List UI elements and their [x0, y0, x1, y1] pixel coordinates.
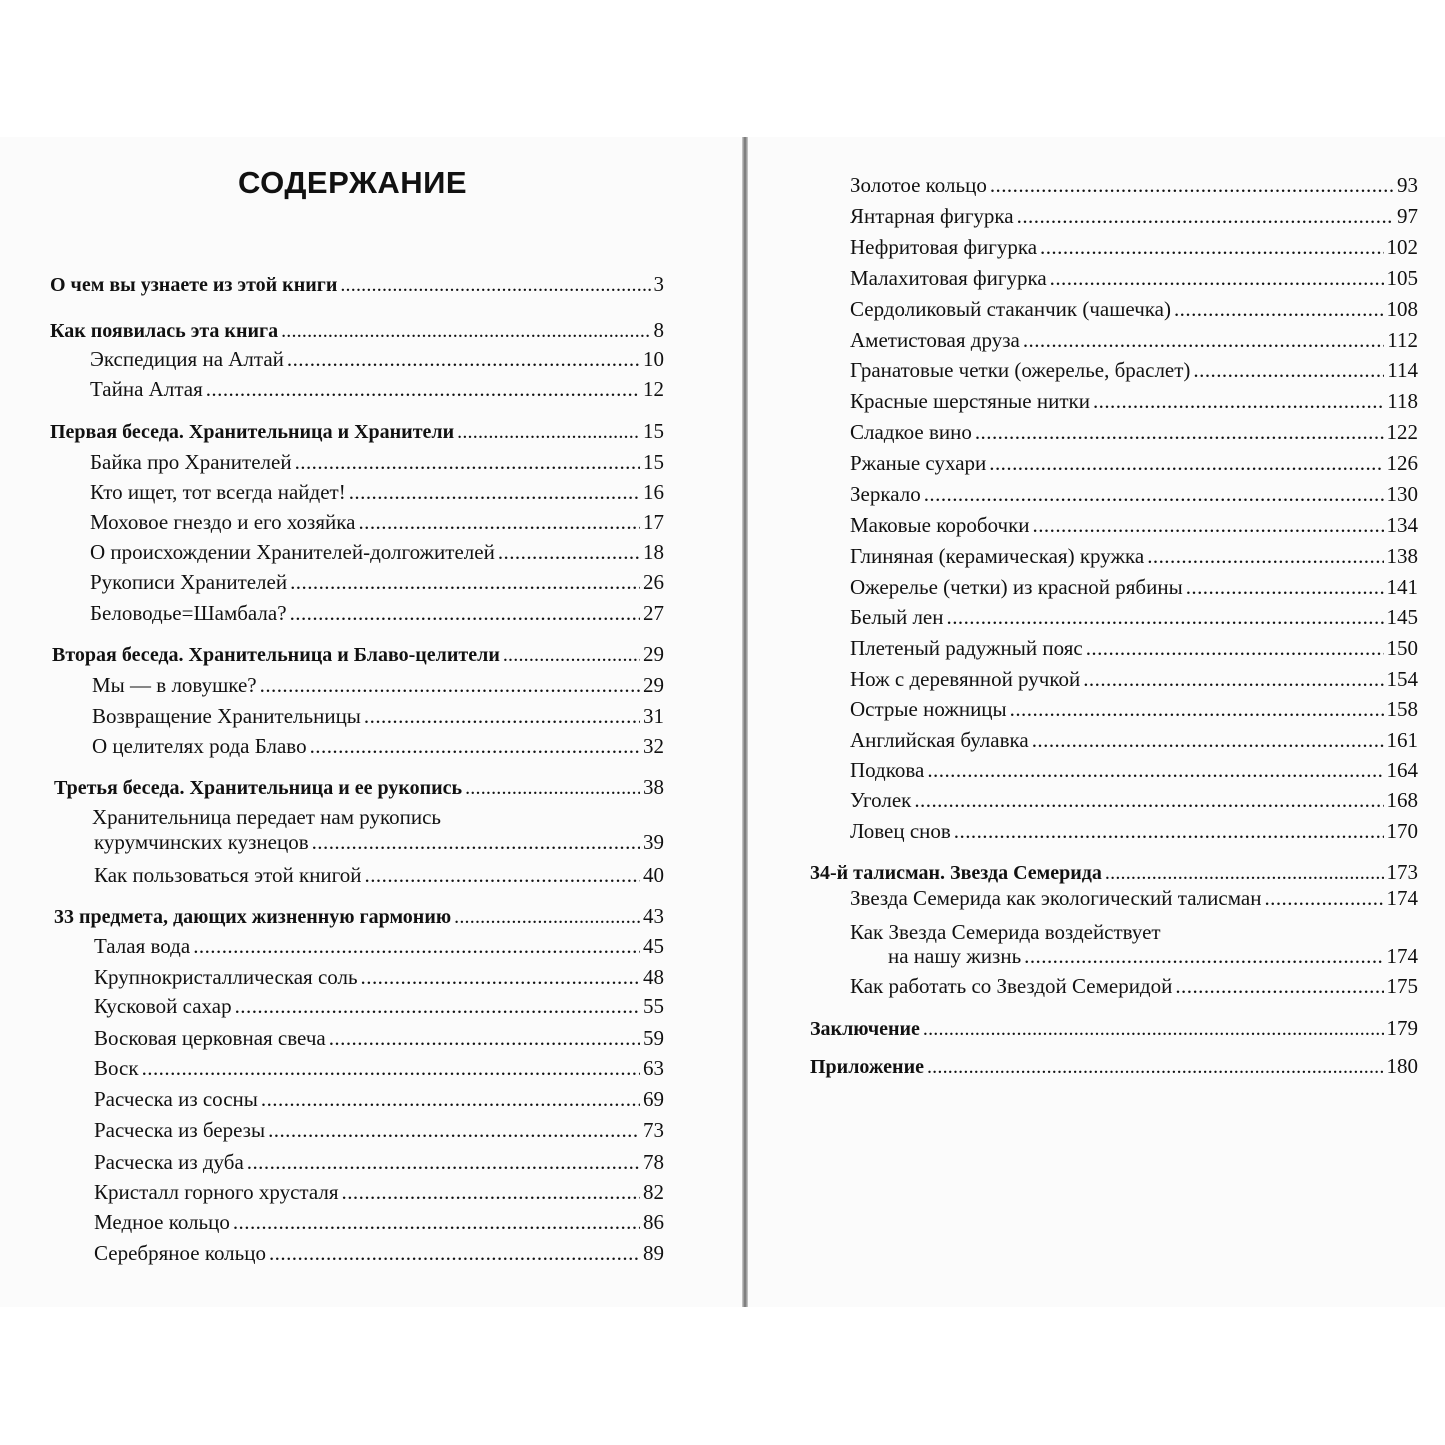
toc-dot-leader: [914, 787, 1383, 813]
toc-dot-leader: [269, 1240, 640, 1266]
toc-entry-title: О целителях рода Блаво: [92, 734, 307, 758]
toc-entry: [850, 327, 1418, 353]
toc-page-number: 12: [643, 377, 664, 401]
toc-entry: [850, 574, 1418, 600]
toc-dot-leader: [1024, 943, 1383, 969]
toc-entry-title: Как пользоваться этой книгой: [94, 863, 362, 887]
toc-entry-title: Янтарная фигурка: [850, 204, 1014, 228]
toc-entry: [94, 1086, 664, 1112]
toc-entry-title: Третья беседа. Хранительница и ее рукопись: [54, 777, 463, 799]
toc-entry: [850, 419, 1418, 445]
toc-entry-title: Ловец снов: [850, 819, 951, 843]
toc-entry: [90, 539, 664, 565]
toc-entry: [94, 1209, 664, 1235]
toc-dot-leader: [1193, 357, 1384, 383]
toc-page-number: 78: [643, 1150, 664, 1174]
toc-dot-leader: [358, 509, 640, 535]
toc-entry: [94, 1179, 664, 1205]
toc-entry-title: Тайна Алтая: [90, 377, 203, 401]
toc-entry-title: 33 предмета, дающих жизненную гармонию: [54, 906, 452, 928]
toc-page-number: 15: [643, 419, 664, 443]
toc-dot-leader: [206, 376, 640, 402]
toc-entry: [94, 1149, 664, 1175]
toc-page-number: 105: [1386, 266, 1418, 290]
toc-page-number: 26: [643, 570, 664, 594]
toc-page-number: 40: [643, 863, 664, 887]
toc-entry-title: Ржаные сухари: [850, 451, 987, 475]
toc-entry: [850, 666, 1418, 692]
toc-page-number: 32: [643, 734, 664, 758]
toc-page-number: 38: [643, 775, 664, 799]
toc-entry-title: Расческа из сосны: [94, 1087, 258, 1111]
toc-dot-leader: [349, 479, 640, 505]
toc-dot-leader: [340, 272, 650, 298]
toc-entry-title: Малахитовая фигурка: [850, 266, 1047, 290]
toc-entry-title: Острые ножницы: [850, 697, 1007, 721]
toc-entry-title: Моховое гнездо и его хозяйка: [90, 510, 356, 534]
toc-section-entry: [50, 418, 664, 445]
toc-dot-leader: [1010, 696, 1384, 722]
toc-entry: [850, 234, 1418, 260]
toc-page-number: 59: [643, 1026, 664, 1050]
toc-entry-title: Мы — в ловушке?: [92, 673, 257, 697]
toc-entry-title: Приложение: [810, 1056, 924, 1078]
toc-page-number: 145: [1386, 605, 1418, 629]
toc-entry-title: Заключение: [810, 1018, 920, 1040]
toc-dot-leader: [1186, 574, 1384, 600]
toc-entry-title: Нефритовая фигурка: [850, 235, 1038, 259]
toc-page-number: 150: [1386, 636, 1418, 660]
toc-page-number: 134: [1386, 513, 1418, 537]
toc-entry-title: Экспедиция на Алтай: [90, 347, 284, 371]
toc-entry: [90, 569, 664, 595]
toc-entry-title: Золотое кольцо: [850, 173, 987, 197]
toc-entry: [850, 296, 1418, 322]
toc-dot-leader: [1105, 860, 1384, 886]
toc-entry: [94, 993, 664, 1019]
toc-page-number: 164: [1386, 758, 1418, 782]
toc-dot-leader: [295, 449, 640, 475]
toc-page-number: 17: [643, 510, 664, 534]
toc-dot-leader: [1264, 885, 1383, 911]
toc-entry-title: Восковая церковная свеча: [94, 1026, 326, 1050]
toc-entry: [850, 388, 1418, 414]
toc-entry-title: Маковые коробочки: [850, 513, 1030, 537]
toc-entry: [850, 357, 1418, 383]
toc-entry: [92, 703, 664, 729]
toc-dot-leader: [947, 604, 1384, 630]
toc-entry: [888, 943, 1418, 969]
book-gutter: [742, 137, 748, 1307]
toc-entry: [94, 1025, 664, 1051]
toc-dot-leader: [923, 1016, 1384, 1042]
toc-dot-leader: [1023, 327, 1384, 353]
toc-dot-leader: [465, 775, 640, 801]
toc-dot-leader: [342, 1179, 640, 1205]
toc-page-number: 16: [643, 480, 664, 504]
toc-entry: [850, 635, 1418, 661]
toc-entry: [94, 964, 664, 990]
toc-section-entry: [54, 903, 664, 930]
toc-dot-leader: [261, 1086, 640, 1112]
toc-page-number: 122: [1386, 420, 1418, 444]
toc-section-entry: [50, 271, 664, 298]
toc-dot-leader: [1017, 203, 1394, 229]
toc-page-number: 114: [1387, 358, 1418, 382]
toc-page-number: 55: [643, 994, 664, 1018]
toc-section-entry: [54, 774, 664, 801]
toc-page-number: 29: [643, 642, 664, 666]
toc-entry-title: Расческа из дуба: [94, 1150, 244, 1174]
toc-dot-leader: [1147, 543, 1383, 569]
toc-entry-title: Белый лен: [850, 605, 944, 629]
toc-dot-leader: [193, 933, 640, 959]
toc-dot-leader: [290, 600, 640, 626]
toc-entry-title: Ожерелье (четки) из красной рябины: [850, 575, 1183, 599]
toc-entry: [90, 346, 664, 372]
toc-page-number: 141: [1386, 575, 1418, 599]
toc-page-number: 48: [643, 965, 664, 989]
toc-entry: [850, 973, 1418, 999]
toc-dot-leader: [1093, 388, 1384, 414]
toc-page-number: 86: [643, 1210, 664, 1234]
toc-dot-leader: [233, 1209, 640, 1235]
toc-entry-title: О происхождении Хранителей-долгожителей: [90, 540, 495, 564]
toc-entry-title: на нашу жизнь: [888, 944, 1022, 968]
toc-page-number: 108: [1386, 297, 1418, 321]
toc-dot-leader: [281, 318, 650, 344]
toc-page-number: 69: [643, 1087, 664, 1111]
toc-entry-title: Серебряное кольцо: [94, 1241, 266, 1265]
toc-entry: [92, 733, 664, 759]
toc-page-number: 29: [643, 673, 664, 697]
toc-entry: [850, 265, 1418, 291]
toc-entry-title: Как появилась эта книга: [50, 320, 279, 342]
toc-entry: [94, 933, 664, 959]
toc-entry: [850, 512, 1418, 538]
toc-entry-title: Глиняная (керамическая) кружка: [850, 544, 1145, 568]
toc-entry-title: О чем вы узнаете из этой книги: [50, 274, 338, 296]
toc-page-number: 102: [1386, 235, 1418, 259]
toc-page-number: 82: [643, 1180, 664, 1204]
toc-page-number: 10: [643, 347, 664, 371]
toc-dot-leader: [1050, 265, 1384, 291]
toc-page-number: 161: [1386, 728, 1418, 752]
toc-entry: [92, 672, 664, 698]
toc-entry-title: Возвращение Хранительницы: [92, 704, 361, 728]
toc-entry: [850, 727, 1418, 753]
toc-dot-leader: [310, 733, 640, 759]
toc-dot-leader: [235, 993, 640, 1019]
toc-dot-leader: [287, 346, 640, 372]
toc-entry: [850, 818, 1418, 844]
toc-page-number: 8: [653, 318, 664, 342]
toc-entry: [850, 696, 1418, 722]
toc-dot-leader: [247, 1149, 640, 1175]
toc-dot-leader: [361, 964, 640, 990]
toc-entry-title: Как работать со Звездой Семеридой: [850, 974, 1173, 998]
toc-page-number: 15: [643, 450, 664, 474]
toc-entry: [94, 1055, 664, 1081]
toc-entry-title: Сладкое вино: [850, 420, 972, 444]
toc-dot-leader: [989, 450, 1383, 476]
toc-page-number: 43: [643, 904, 664, 928]
toc-page-number: 3: [653, 272, 664, 296]
toc-entry: [94, 862, 664, 888]
toc-entry: [90, 449, 664, 475]
toc-entry: [90, 479, 664, 505]
toc-page-number: 93: [1397, 173, 1418, 197]
toc-page-number: 179: [1386, 1016, 1418, 1040]
toc-page-number: 175: [1386, 974, 1418, 998]
toc-dot-leader: [260, 672, 640, 698]
toc-entry-title: Плетеный радужный пояс: [850, 636, 1083, 660]
toc-entry: [850, 172, 1418, 198]
toc-entry-title: 34-й талисман. Звезда Семерида: [810, 862, 1102, 884]
toc-dot-leader: [364, 703, 640, 729]
toc-entry-title: Красные шерстяные нитки: [850, 389, 1090, 413]
toc-page-number: 174: [1386, 944, 1418, 968]
toc-section-entry: [810, 1053, 1418, 1080]
toc-section-entry: [810, 1015, 1418, 1042]
toc-entry-title: Звезда Семерида как экологический талисман: [850, 886, 1262, 910]
toc-page-number: 168: [1386, 788, 1418, 812]
toc-entry-title: Кусковой сахар: [94, 994, 232, 1018]
toc-dot-leader: [1083, 666, 1383, 692]
toc-page-number: 154: [1386, 667, 1418, 691]
toc-entry: [94, 1240, 664, 1266]
toc-dot-leader: [142, 1055, 640, 1081]
toc-dot-leader: [498, 539, 640, 565]
toc-entry-title: Нож с деревянной ручкой: [850, 667, 1081, 691]
toc-entry-title: Рукописи Хранителей: [90, 570, 288, 594]
toc-dot-leader: [954, 818, 1384, 844]
toc-dot-leader: [1086, 635, 1384, 661]
toc-entry: [850, 481, 1418, 507]
toc-dot-leader: [503, 642, 640, 668]
toc-entry-title: Талая вода: [94, 934, 191, 958]
toc-entry-title: Аметистовая друза: [850, 328, 1020, 352]
toc-entry-title: Английская булавка: [850, 728, 1029, 752]
toc-entry: [90, 600, 664, 626]
toc-dot-leader: [924, 481, 1384, 507]
toc-entry: [850, 604, 1418, 630]
toc-entry: [850, 203, 1418, 229]
toc-entry-title: Сердоликовый стаканчик (чашечка): [850, 297, 1171, 321]
toc-entry: [850, 450, 1418, 476]
toc-dot-leader: [1033, 512, 1384, 538]
toc-entry: [90, 376, 664, 402]
toc-page-number: 118: [1387, 389, 1418, 413]
toc-page-number: 89: [643, 1241, 664, 1265]
toc-entry-title: Гранатовые четки (ожерелье, браслет): [850, 358, 1191, 382]
toc-dot-leader: [927, 757, 1383, 783]
toc-page-number: 27: [643, 601, 664, 625]
toc-page-number: 31: [643, 704, 664, 728]
toc-page-number: 39: [643, 830, 664, 854]
toc-entry-title: Крупнокристаллическая соль: [94, 965, 358, 989]
toc-entry-title: Воск: [94, 1056, 139, 1080]
toc-dot-leader: [329, 1025, 640, 1051]
toc-page-number: 130: [1386, 482, 1418, 506]
toc-page-number: 63: [643, 1056, 664, 1080]
toc-page-number: 112: [1387, 328, 1418, 352]
toc-entry: [94, 1117, 664, 1143]
toc-section-entry: [52, 641, 664, 668]
toc-entry-title: Медное кольцо: [94, 1210, 230, 1234]
toc-page-number: 170: [1386, 819, 1418, 843]
toc-entry-title-line1: Хранительница передает нам рукопись: [92, 805, 441, 829]
toc-page-number: 18: [643, 540, 664, 564]
toc-entry-title: Расческа из березы: [94, 1118, 266, 1142]
toc-entry-title: Подкова: [850, 758, 925, 782]
toc-dot-leader: [1040, 234, 1383, 260]
toc-dot-leader: [268, 1117, 640, 1143]
toc-page-number: 138: [1386, 544, 1418, 568]
toc-dot-leader: [1032, 727, 1384, 753]
toc-entry-title: Кристалл горного хрусталя: [94, 1180, 339, 1204]
toc-entry-title: Беловодье=Шамбала?: [90, 601, 287, 625]
toc-entry-title: Уголек: [850, 788, 912, 812]
toc-page-number: 126: [1386, 451, 1418, 475]
toc-entry: [850, 787, 1418, 813]
toc-entry: [850, 543, 1418, 569]
toc-page-number: 45: [643, 934, 664, 958]
toc-dot-leader: [975, 419, 1384, 445]
toc-entry-title: Зеркало: [850, 482, 921, 506]
toc-dot-leader: [312, 829, 640, 855]
toc-page-number: 174: [1386, 886, 1418, 910]
toc-dot-leader: [1174, 296, 1384, 322]
toc-dot-leader: [1175, 973, 1383, 999]
toc-entry-title: Первая беседа. Хранительница и Хранители: [50, 421, 455, 443]
toc-entry-title: Вторая беседа. Хранительница и Блаво-целители: [52, 644, 500, 666]
toc-page-number: 97: [1397, 204, 1418, 228]
toc-page-number: 158: [1386, 697, 1418, 721]
toc-page-number: 173: [1386, 860, 1418, 884]
toc-dot-leader: [990, 172, 1394, 198]
page-title: СОДЕРЖАНИЕ: [238, 165, 468, 200]
toc-entry-title: Кто ищет, тот всегда найдет!: [90, 480, 346, 504]
toc-entry: [850, 885, 1418, 911]
toc-dot-leader: [290, 569, 640, 595]
toc-dot-leader: [454, 904, 640, 930]
toc-dot-leader: [365, 862, 640, 888]
toc-section-entry: [810, 859, 1418, 886]
toc-page-number: 180: [1386, 1054, 1418, 1078]
toc-entry-title: курумчинских кузнецов: [94, 830, 309, 854]
toc-page-number: 73: [643, 1118, 664, 1142]
toc-entry-title-line1: Как Звезда Семерида воздействует: [850, 920, 1161, 944]
toc-entry: [850, 757, 1418, 783]
toc-entry: [90, 509, 664, 535]
toc-entry-title: Байка про Хранителей: [90, 450, 292, 474]
toc-entry: [94, 829, 664, 855]
toc-dot-leader: [457, 419, 640, 445]
toc-section-entry: [50, 317, 664, 344]
toc-dot-leader: [927, 1054, 1384, 1080]
